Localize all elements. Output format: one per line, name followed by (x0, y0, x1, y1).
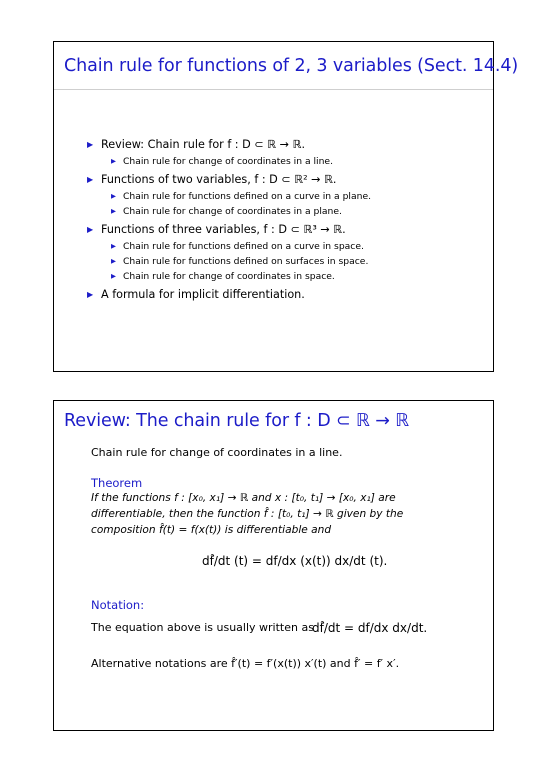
bullet-review: ▶ Review: Chain rule for f : D ⊂ ℝ → ℝ. (87, 138, 306, 151)
bullet-triangle-icon: ▶ (87, 140, 94, 149)
notation-text: The equation above is usually written as (91, 621, 314, 634)
slide-chain-rule-review (53, 400, 494, 731)
slide-title: Chain rule for functions of 2, 3 variables (Sect. 14.4) (64, 56, 519, 76)
chain-rule-equation: df̂/dt (t) = df/dx (x(t)) dx/dt (t). (202, 554, 388, 568)
bullet-triangle-icon: ▶ (111, 157, 116, 165)
bullet-triangle-icon: ▶ (87, 175, 94, 184)
sub-bullet: ▶ Chain rule for change of coordinates in a line. (111, 156, 334, 167)
bullet-triangle-icon: ▶ (111, 272, 116, 280)
slide-subtitle: Chain rule for change of coordinates in a line. (91, 446, 343, 459)
sub-bullet: ▶ Chain rule for functions defined on a curve in a plane. (111, 191, 372, 202)
bullet-triangle-icon: ▶ (87, 290, 94, 299)
sub-bullet: ▶ Chain rule for change of coordinates in a plane. (111, 206, 342, 217)
theorem-label: Theorem (91, 476, 143, 490)
alternative-notation-text: Alternative notations are f̂′(t) = f′(x(t)) x′(t) and f̂′ = f′ x′. (91, 657, 400, 670)
bullet-triangle-icon: ▶ (111, 242, 116, 250)
bullet-triangle-icon: ▶ (87, 225, 94, 234)
notation-equation: df̂/dt = df/dx dx/dt. (312, 621, 428, 635)
theorem-line: If the functions f : [x₀, x₁] → ℝ and x : [t₀, t₁] → [x₀, x₁] are (91, 492, 396, 504)
slide-outline (53, 41, 519, 372)
bullet-two-variables: ▶ Functions of two variables, f : D ⊂ ℝ² → ℝ. (87, 173, 337, 186)
bullet-triangle-icon: ▶ (111, 207, 116, 215)
bullet-three-variables: ▶ Functions of three variables, f : D ⊂ ℝ³ → ℝ. (87, 223, 346, 236)
title-divider (54, 89, 493, 90)
sub-bullet: ▶ Chain rule for functions defined on a curve in space. (111, 241, 364, 252)
bullet-triangle-icon: ▶ (111, 257, 116, 265)
slide-title: Review: The chain rule for f : D ⊂ ℝ → ℝ (64, 411, 410, 431)
theorem-line: differentiable, then the function f̂ : [t₀, t₁] → ℝ given by the (91, 508, 404, 520)
sub-bullet: ▶ Chain rule for change of coordinates in space. (111, 271, 335, 282)
bullet-implicit-differentiation: ▶ A formula for implicit differentiation. (87, 288, 305, 301)
notation-label: Notation: (91, 598, 145, 612)
bullet-triangle-icon: ▶ (111, 192, 116, 200)
theorem-line: composition f̂(t) = f(x(t)) is differentiable and (91, 524, 332, 536)
sub-bullet: ▶ Chain rule for functions defined on surfaces in space. (111, 256, 369, 267)
